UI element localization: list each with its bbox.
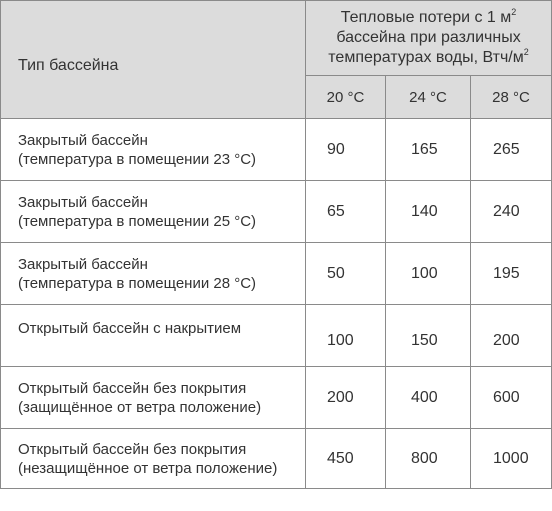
value-20-cell: 450	[306, 429, 386, 489]
table-row	[1, 305, 552, 367]
value-20-cell: 90	[306, 119, 386, 181]
pool-type-cell: Открытый бассейн без покрытия (защищённое от ветра положение)	[1, 367, 306, 429]
value-20-cell: 65	[306, 181, 386, 243]
header-heat-loss: Тепловые потери с 1 $м^2$ бассейна при различных температурах воды, Втч/$м^2$	[306, 1, 552, 76]
value-28-cell: 240	[471, 181, 552, 243]
pool-type-cell: Открытый бассейн с накрытием	[1, 305, 306, 367]
table-row	[1, 429, 552, 489]
value-28-cell: 195	[471, 243, 552, 305]
value-24-cell: 800	[386, 429, 471, 489]
value-24-cell: 150	[386, 305, 471, 367]
value-28-cell: 600	[471, 367, 552, 429]
value-24-cell: 100	[386, 243, 471, 305]
value-24-cell: 400	[386, 367, 471, 429]
table-row	[1, 181, 552, 243]
table-row	[1, 367, 552, 429]
header-temp-28: 28 °C	[471, 76, 552, 119]
header-temp-20: 20 °C	[306, 76, 386, 119]
value-24-cell: 165	[386, 119, 471, 181]
value-20-cell: 200	[306, 367, 386, 429]
pool-type-cell: Закрытый бассейн (температура в помещении 23 °C)	[1, 119, 306, 181]
value-28-cell: 265	[471, 119, 552, 181]
value-20-cell: 100	[306, 305, 386, 367]
table-row	[1, 243, 552, 305]
pool-type-cell: Закрытый бассейн (температура в помещении 25 °C)	[1, 181, 306, 243]
value-28-cell: 200	[471, 305, 552, 367]
pool-type-cell: Закрытый бассейн (температура в помещении 28 °C)	[1, 243, 306, 305]
table-row	[1, 119, 552, 181]
value-28-cell: 1000	[471, 429, 552, 489]
header-pool-type: Тип бассейна	[1, 1, 306, 119]
header-temp-24: 24 °C	[386, 76, 471, 119]
pool-type-cell: Открытый бассейн без покрытия (незащищённое от ветра положение)	[1, 429, 306, 489]
value-24-cell: 140	[386, 181, 471, 243]
value-20-cell: 50	[306, 243, 386, 305]
